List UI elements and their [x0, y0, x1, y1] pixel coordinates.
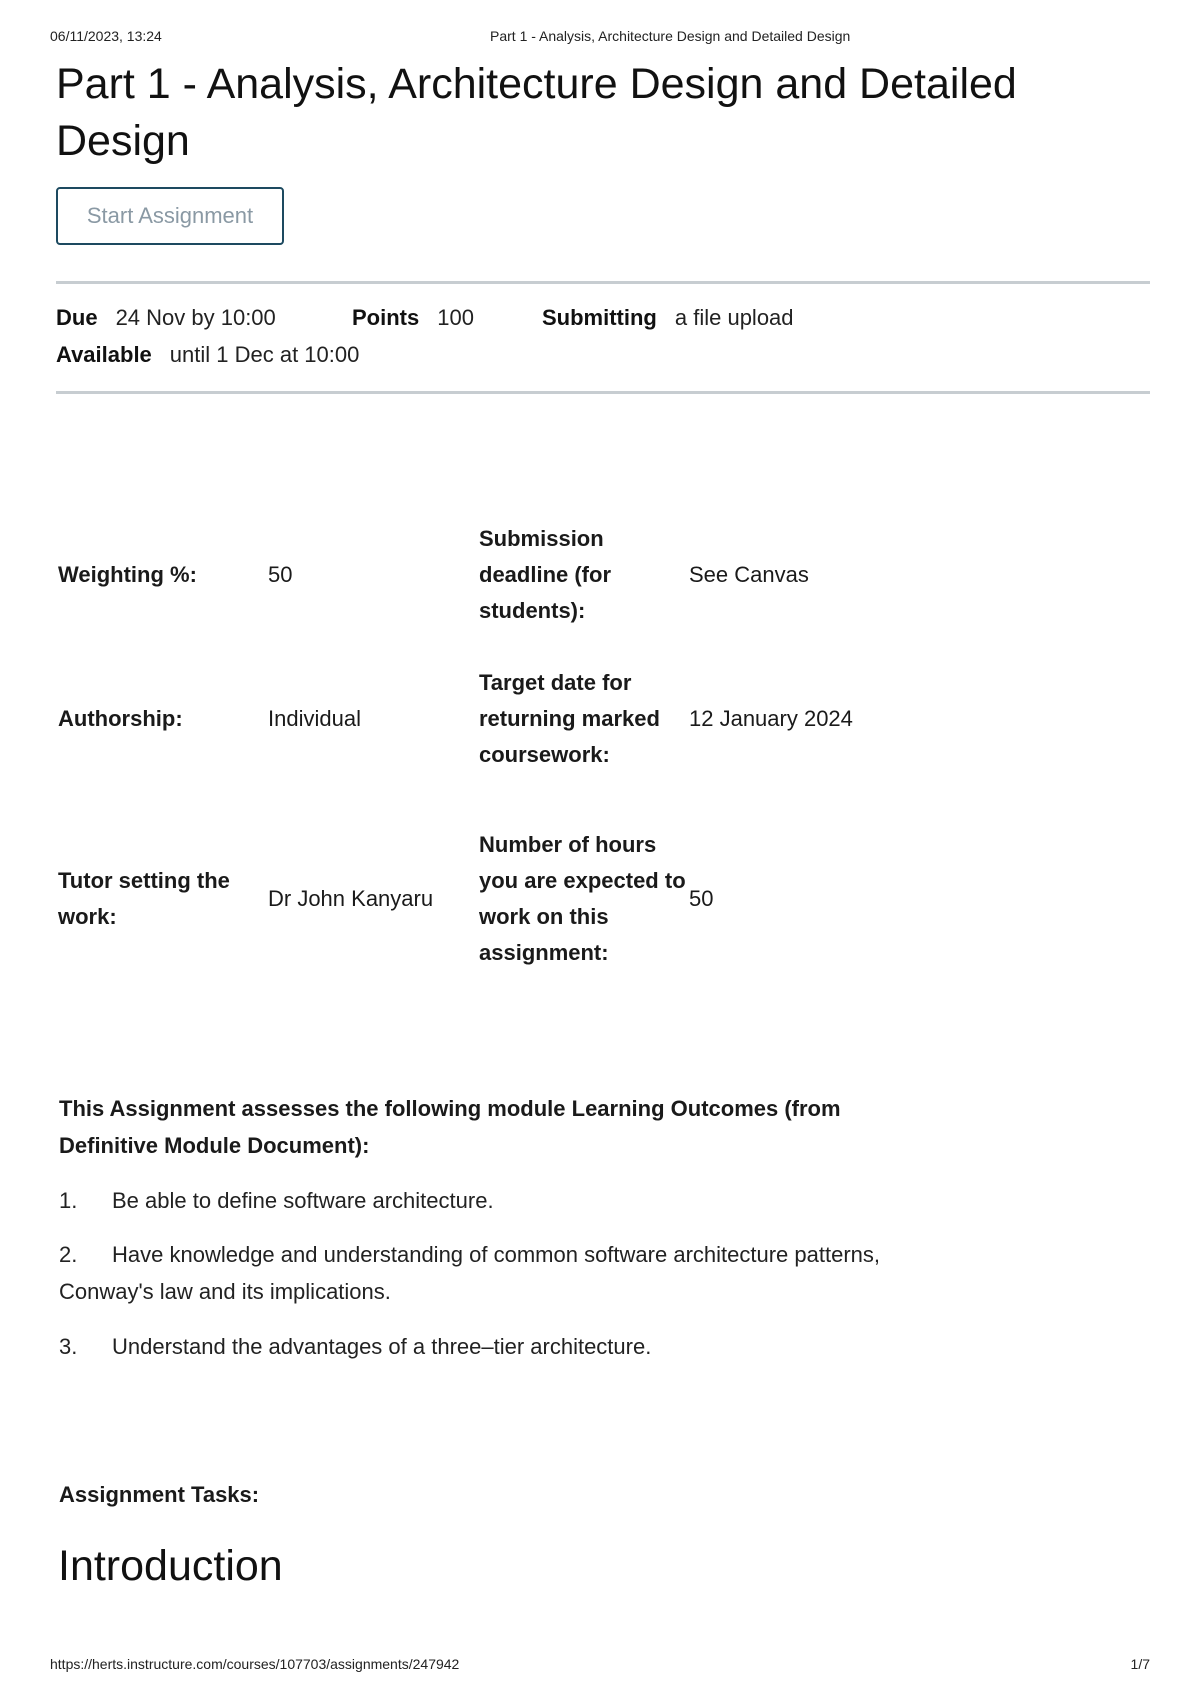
points-value: 100	[437, 305, 474, 330]
print-footer	[50, 1656, 1150, 1676]
table-key: Submission deadline (for students):	[479, 526, 612, 623]
list-number: 2.	[59, 1242, 78, 1267]
table-value: Individual	[268, 706, 361, 731]
table-value: 50	[268, 562, 293, 587]
divider	[56, 281, 1150, 284]
page-title: Part 1 - Analysis, Architecture Design and Detailed Design	[56, 60, 1017, 165]
table-key: Tutor setting the work:	[58, 868, 230, 929]
table-key: Number of hours you are expected to work on this assignment:	[479, 832, 686, 965]
list-item	[59, 1236, 899, 1310]
due-value: 24 Nov by 10:00	[115, 305, 276, 330]
table-value: 12 January 2024	[689, 706, 853, 731]
list-text: Understand the advantages of a three–tier architecture.	[112, 1334, 652, 1359]
submitting-label: Submitting	[542, 305, 657, 330]
list-number: 1.	[59, 1188, 78, 1213]
print-datetime: 06/11/2023, 13:24	[50, 28, 162, 44]
introduction-heading: Introduction	[58, 1542, 283, 1590]
available-value: until 1 Dec at 10:00	[169, 342, 360, 367]
table-row	[58, 638, 929, 800]
list-text: Be able to define software architecture.	[112, 1188, 494, 1213]
table-value: Dr John Kanyaru	[268, 886, 434, 911]
due-label: Due	[56, 305, 98, 330]
list-text: Have knowledge and understanding of common software architecture patterns, Conway's law and its implications.	[59, 1242, 880, 1304]
table-value: See Canvas	[689, 562, 809, 587]
list-number: 3.	[59, 1334, 78, 1359]
learning-outcomes-heading: This Assignment assesses the following module Learning Outcomes (from Definitive Module Document):	[59, 1096, 841, 1158]
table-row	[58, 800, 929, 998]
table-key: Weighting %:	[58, 562, 197, 587]
submitting-value: a file upload	[674, 305, 794, 330]
print-header	[50, 28, 1150, 48]
table-row	[58, 512, 929, 638]
list-item	[59, 1182, 899, 1219]
submitting-detail	[542, 305, 794, 331]
page-url: https://herts.instructure.com/courses/107703/assignments/247942	[50, 1656, 460, 1672]
table-key: Target date for returning marked coursework:	[479, 670, 660, 767]
points-label: Points	[352, 305, 420, 330]
availability-row	[56, 342, 359, 368]
points-detail	[352, 305, 474, 331]
table-key: Authorship:	[58, 706, 183, 731]
divider	[56, 391, 1150, 394]
due-detail	[56, 305, 276, 331]
table-value: 50	[689, 886, 714, 911]
available-label: Available	[56, 342, 152, 367]
assignment-tasks-label: Assignment Tasks:	[59, 1482, 260, 1507]
print-document-title: Part 1 - Analysis, Architecture Design and Detailed Design	[490, 28, 851, 44]
page-number: 1/7	[1130, 1656, 1150, 1672]
assignment-info-table	[58, 512, 929, 998]
list-item	[59, 1328, 899, 1365]
start-assignment-button[interactable]: Start Assignment	[56, 187, 284, 245]
